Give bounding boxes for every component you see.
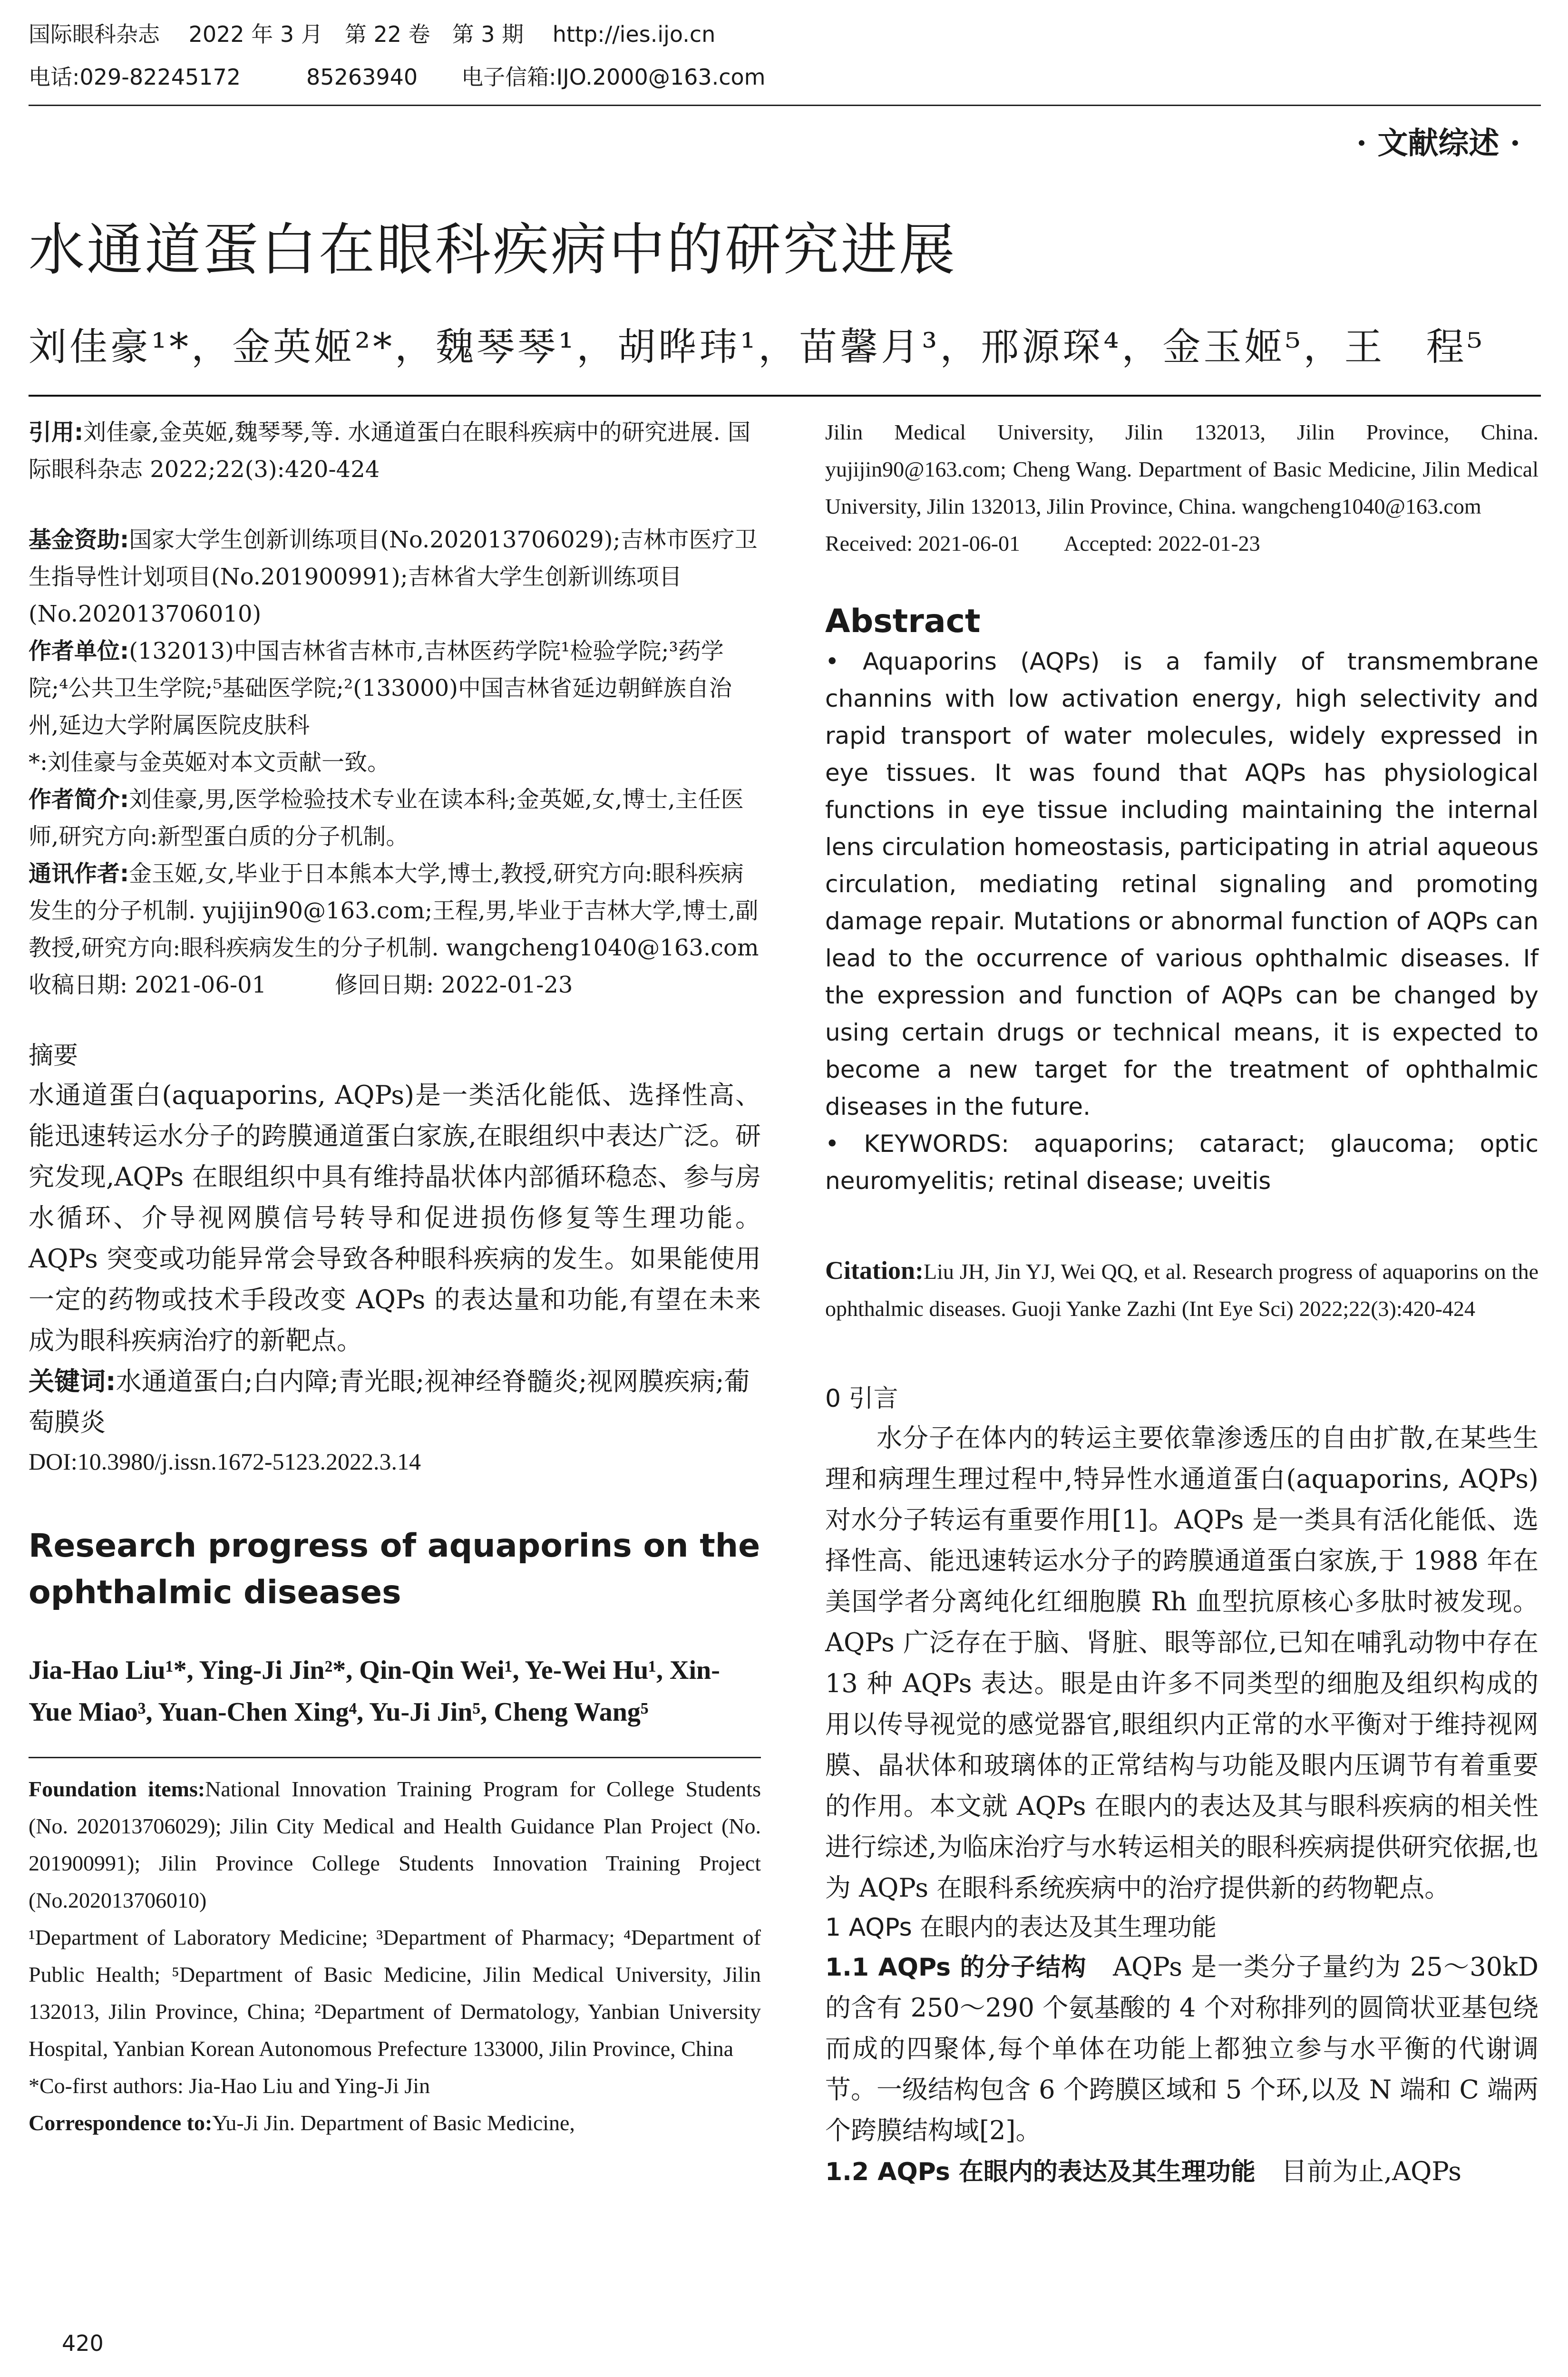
co-first-zh: *:刘佳豪与金英姬对本文贡献一致。 [29, 749, 390, 776]
author-bio-zh: 作者简介:刘佳豪,男,医学检验技术专业在读本科;金英姬,女,博士,主任医师,研究方向:新型蛋白质的分子机制。 [29, 786, 744, 850]
abstract-zh-heading: 摘要 [29, 1042, 78, 1070]
title-en: Research progress of aquaporins on the ophthalmic diseases [29, 1527, 760, 1611]
funding-zh: 基金资助:国家大学生创新训练项目(No.202013706029);吉林市医疗卫生指导性计划项目(No.201900991);吉林省大学生创新训练项目(No.202013706010) [29, 526, 758, 627]
correspondence-zh: 通讯作者:金玉姬,女,毕业于日本熊本大学,博士,教授,研究方向:眼科疾病发生的分子机制. yujijin90@163.com;王程,男,毕业于吉林大学,博士,副教授,研究方向:眼科疾病发生的分子机制. wangcheng1040@163.com [29, 860, 759, 961]
keywords-zh: 关键词:水通道蛋白;白内障;青光眼;视神经脊髓炎;视网膜疾病;葡萄膜炎 [29, 1366, 750, 1437]
received-accepted: Received: 2021-06-01 Accepted: 2022-01-23 [825, 531, 1260, 555]
page-number: 420 [62, 2330, 104, 2356]
journal-header-line1: 国际眼科杂志 2022 年 3 月 第 22 卷 第 3 期 http://ies.ijo.cn [29, 21, 716, 47]
co-first-en: *Co-first authors: Jia-Hao Liu and Ying-Ji Jin [29, 2074, 430, 2098]
abstract-en: • Aquaporins (AQPs) is a family of transmembrane channins with low activation energy, high selectivity and rapid transport of water molecules, widely expressed in eye tissues. It was found that AQPs has physiological functions in eye tissue including maintaining the internal lens circulation homeostasis, participating in atrial aqueous circulation, mediating retinal signaling and promoting damage repair. Mutations or abnormal function of AQPs can lead to the occurrence of various ophthalmic diseases. If the expression and function of AQPs can be changed by using certain drugs or technical means, it is expected to become a new target for the treatment of ophthalmic diseases in the future. [825, 648, 1539, 1120]
right-column [825, 414, 1539, 2192]
title-rule [29, 395, 1541, 397]
journal-header-line2: 电话:029-82245172 85263940 电子信箱:IJO.2000@163.com [29, 64, 766, 90]
section-tag: · 文献综述 · [1356, 126, 1520, 161]
citation-en: Citation:Liu JH, Jin YJ, Wei QQ, et al. Research progress of aquaporins on the ophthalmic diseases. Guoji Yanke Zazhi (Int Eye Sci) 2022;22(3):420-424 [825, 1256, 1539, 1321]
abstract-en-heading: Abstract [825, 603, 981, 640]
departments-en: ¹Department of Laboratory Medicine; ³Department of Pharmacy; ⁴Department of Public Health; ⁵Department of Basic Medicine, Jilin Medical University, Jilin 132013, Jilin Province, China; ²Department of Dermatology, Yanbian University Hospital, Yanbian Korean Autonomous Prefecture 133000, Jilin Province, China [29, 1925, 761, 2061]
affiliation-zh: 作者单位:(132013)中国吉林省吉林市,吉林医药学院¹检验学院;³药学院;⁴公共卫生学院;⁵基础医学院;²(133000)中国吉林省延边朝鲜族自治州,延边大学附属医院皮肤科 [29, 638, 732, 739]
citation-zh: 引用:刘佳豪,金英姬,魏琴琴,等. 水通道蛋白在眼科疾病中的研究进展. 国际眼科杂志 2022;22(3):420-424 [29, 419, 751, 483]
foundation-en: Foundation items:National Innovation Training Program for College Students (No. 202013706029); Jilin City Medical and Health Guidance Plan Project (No. 201900991); Jilin Province College Students Innovation Training Project (No.202013706010) [29, 1777, 761, 1912]
section-1-2: 1.2 AQPs 在眼内的表达及其生理功能 目前为止,AQPs [825, 2156, 1461, 2186]
left-column [29, 414, 761, 2142]
authors-zh: 刘佳豪¹*，金英姬²*，魏琴琴¹，胡晔玮¹，苗馨月³，邢源琛⁴，金玉姬⁵，王 程⁵ [29, 325, 1485, 369]
header-rule [29, 105, 1541, 106]
section-1-heading: 1 AQPs 在眼内的表达及其生理功能 [825, 1913, 1217, 1942]
section-0-heading: 0 引言 [825, 1384, 898, 1413]
authors-en: Jia-Hao Liu¹*, Ying-Ji Jin²*, Qin-Qin Wei¹, Ye-Wei Hu¹, Xin-Yue Miao³, Yuan-Chen Xing⁴, Yu-Ji Jin⁵, Cheng Wang⁵ [29, 1656, 720, 1727]
keywords-en: • KEYWORDS: aquaporins; cataract; glaucoma; optic neuromyelitis; retinal disease; uveitis [825, 1130, 1539, 1195]
section-1-1: 1.1 AQPs 的分子结构 AQPs 是一类分子量约为 25～30kD 的含有 250～290 个氨基酸的 4 个对称排列的圆筒状亚基包绕而成的四聚体,每个单体在功能上都独立参与水平衡的代谢调节。一级结构包含 6 个跨膜区域和 5 个环,以及 N 端和 C 端两个跨膜结构域[2]。 [825, 1952, 1539, 2145]
page-title: 水通道蛋白在眼科疾病中的研究进展 [29, 217, 957, 283]
abstract-zh: 水通道蛋白(aquaporins, AQPs)是一类活化能低、选择性高、能迅速转运水分子的跨膜通道蛋白家族,在眼组织中表达广泛。研究发现,AQPs 在眼组织中具有维持晶状体内部循环稳态、参与房水循环、介导视网膜信号转导和促进损伤修复等生理功能。AQPs 突变或功能异常会导致各种眼科疾病的发生。如果能使用一定的药物或技术手段改变 AQPs 的表达量和功能,有望在未来成为眼科疾病治疗的新靶点。 [29, 1080, 761, 1355]
section-0-text: 水分子在体内的转运主要依靠渗透压的自由扩散,在某些生理和病理生理过程中,特异性水通道蛋白(aquaporins, AQPs)对水分子转运有重要作用[1]。AQPs 是一类具有活化能低、选择性高、能迅速转运水分子的跨膜通道蛋白家族,于 1988 年在美国学者分离纯化红细胞膜 Rh 血型抗原核心多肽时被发现。AQPs 广泛存在于脑、肾脏、眼等部位,已知在哺乳动物中存在 13 种 AQPs 表达。眼是由许多不同类型的细胞及组织构成的用以传导视觉的感觉器官,眼组织内正常的水平衡对于维持视网膜、晶状体和玻璃体的正常结构与功能及眼内压调节有着重要的作用。本文就 AQPs 在眼内的表达及其与眼科疾病的相关性进行综述,为临床治疗与水转运相关的眼科疾病提供研究依据,也为 AQPs 在眼科系统疾病中的治疗提供新的药物靶点。 [825, 1423, 1539, 1903]
correspondence-en: Correspondence to:Yu-Ji Jin. Department of Basic Medicine, [29, 2111, 575, 2135]
en-meta-rule [29, 1757, 761, 1758]
doi: DOI:10.3980/j.issn.1672-5123.2022.3.14 [29, 1448, 421, 1475]
correspondence-en-cont: Jilin Medical University, Jilin 132013, Jilin Province, China. yujijin90@163.com; Cheng Wang. Department of Basic Medicine, Jilin Medical University, Jilin 132013, Jilin Province, China. wangcheng1040@163.com [825, 420, 1539, 518]
dates-zh: 收稿日期: 2021-06-01 修回日期: 2022-01-23 [29, 972, 573, 998]
